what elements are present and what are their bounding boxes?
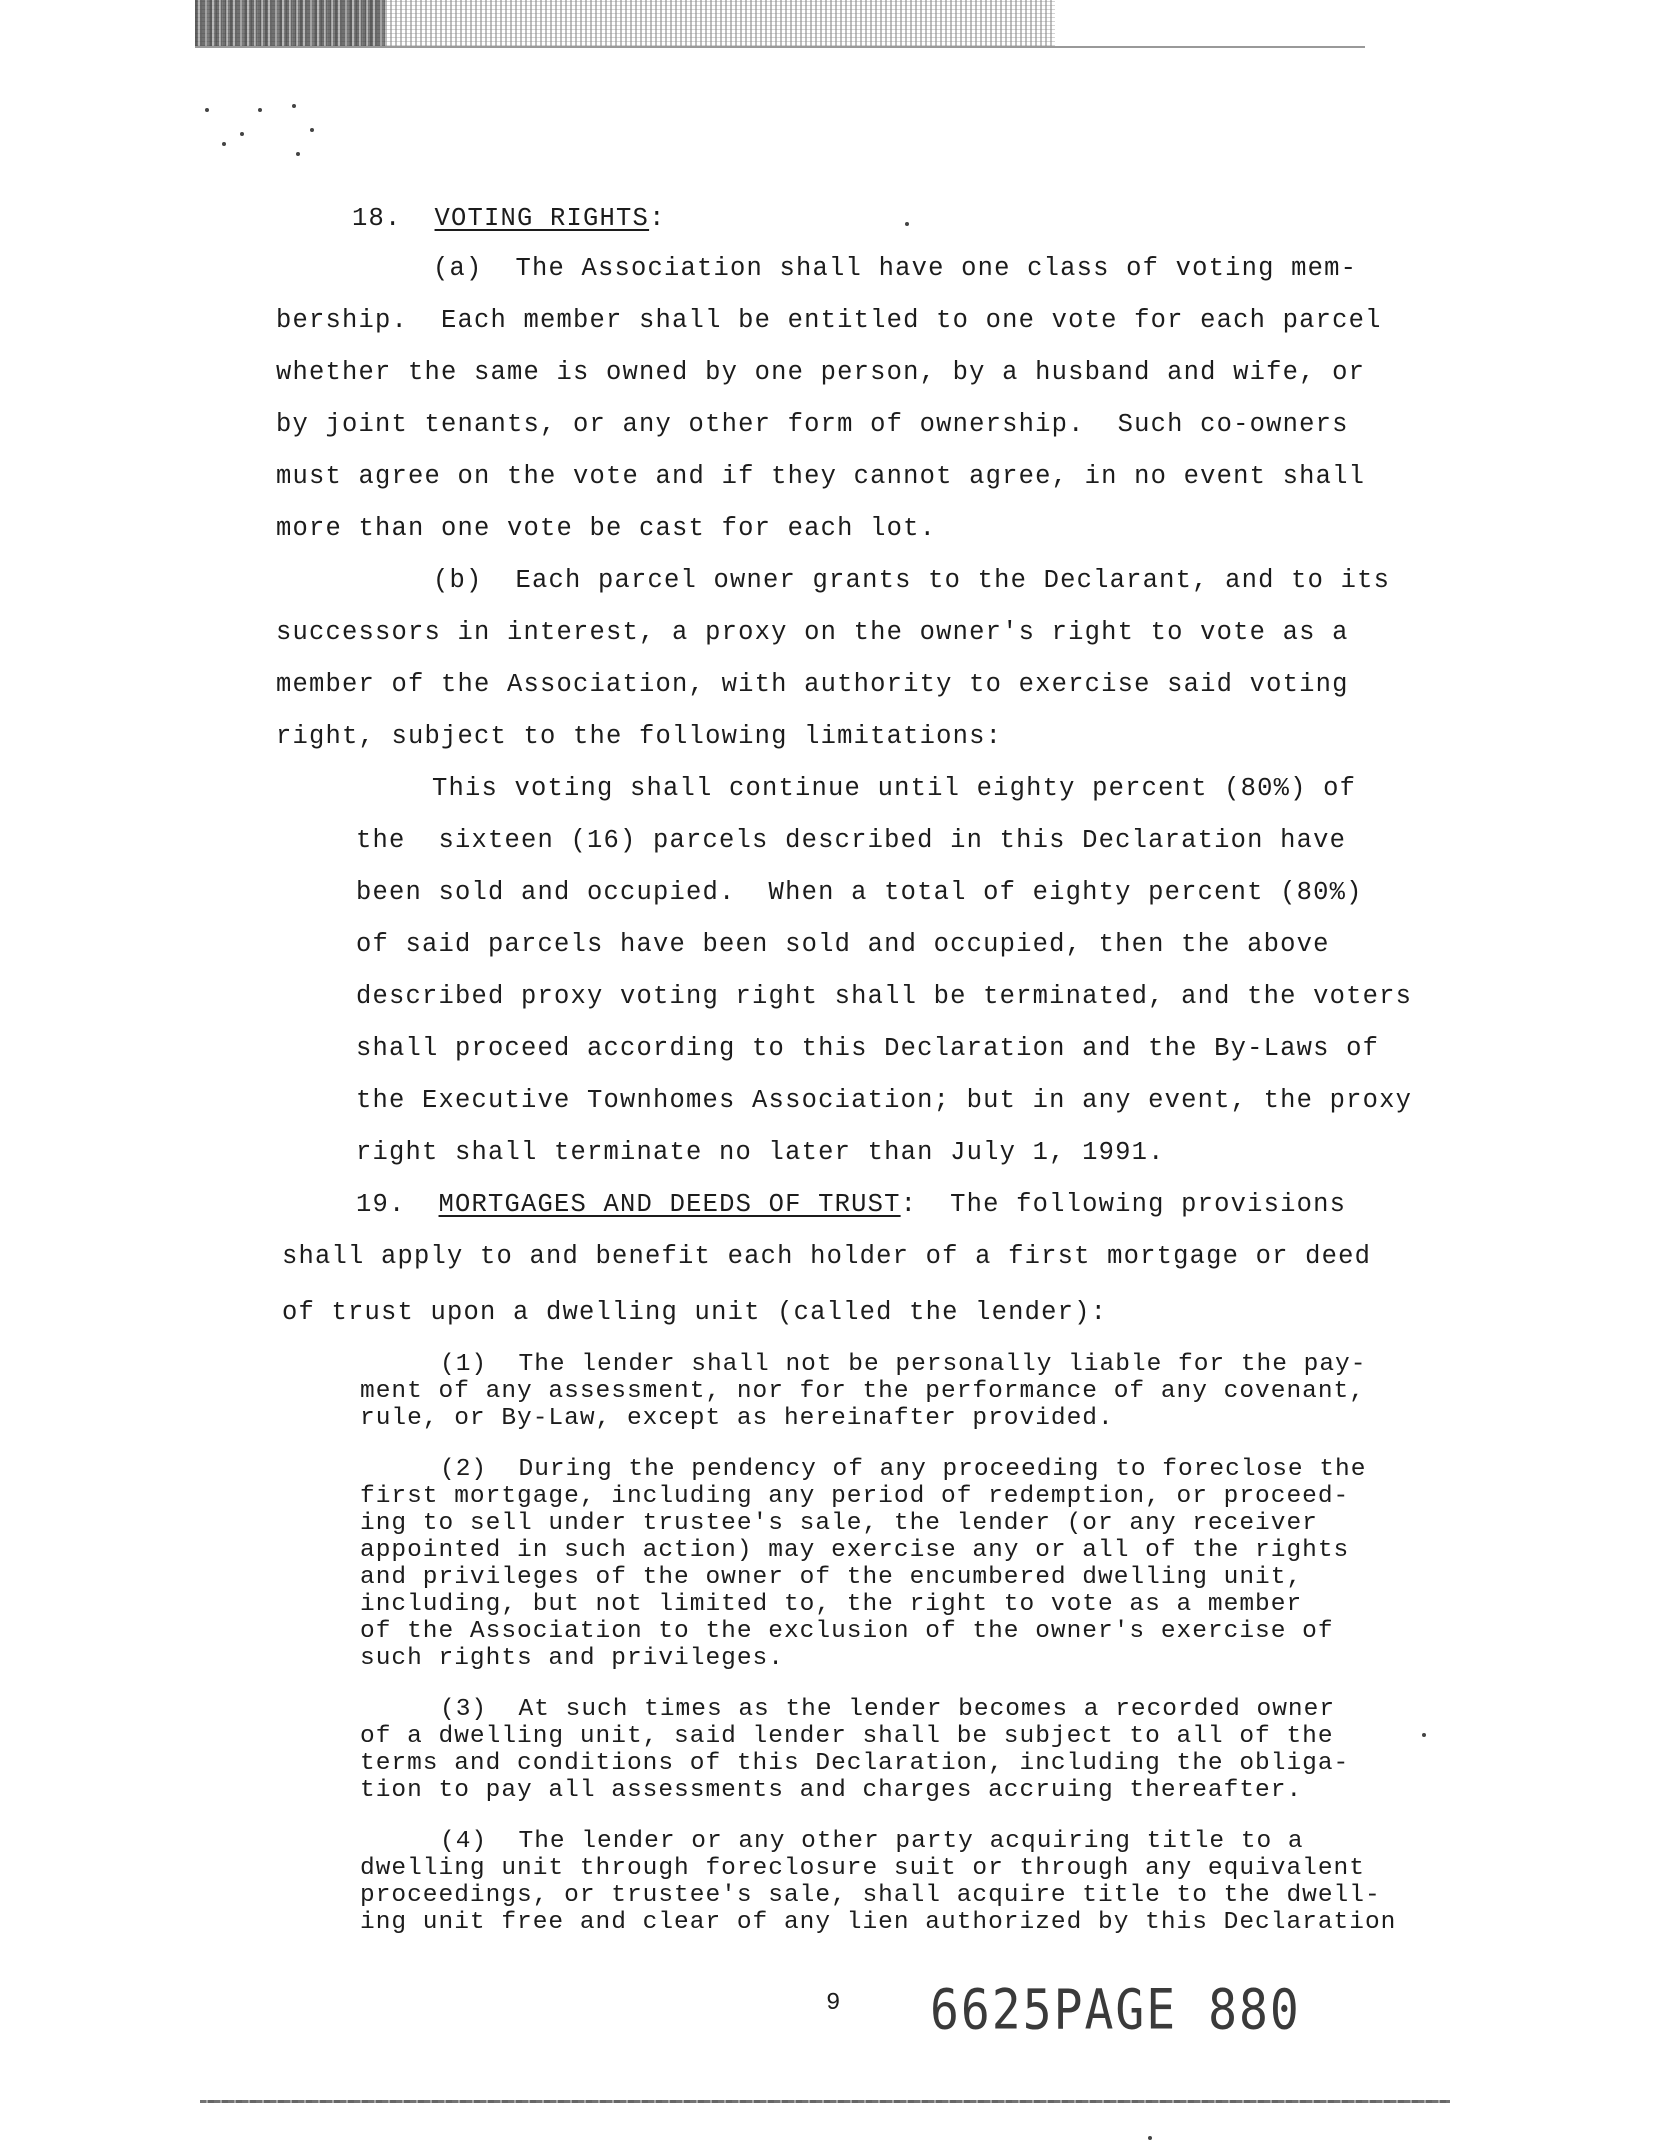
list-item-line: dwelling unit through foreclosure suit or through any equivalent <box>360 1855 1365 1882</box>
section-heading: MORTGAGES AND DEEDS OF TRUST <box>438 1190 901 1219</box>
page-number: 9 <box>826 1990 841 2017</box>
scan-speck <box>310 128 314 132</box>
recording-stamp: 6625PAGE 880 <box>930 1978 1301 2043</box>
heading-colon: : <box>649 204 666 233</box>
list-item-line: ing unit free and clear of any lien authorized by this Declaration <box>360 1909 1397 1936</box>
paragraph-line: This voting shall continue until eighty percent (80%) of <box>432 774 1357 803</box>
paragraph-line: the sixteen (16) parcels described in this Declaration have <box>356 826 1347 855</box>
paragraph-line: bership. Each member shall be entitled to one vote for each parcel <box>276 306 1382 335</box>
paragraph-line: by joint tenants, or any other form of ownership. Such co-owners <box>276 410 1349 439</box>
paragraph-line: right shall terminate no later than July 1, 1991. <box>356 1138 1165 1167</box>
list-item-line: (3) At such times as the lender becomes a recorded owner <box>440 1696 1336 1723</box>
list-item-line: including, but not limited to, the right to vote as a member <box>360 1591 1303 1618</box>
scan-speck <box>240 132 244 136</box>
list-item-line: such rights and privileges. <box>360 1645 784 1672</box>
list-item-line: and privileges of the owner of the encumbered dwelling unit, <box>360 1564 1303 1591</box>
paragraph-line: the Executive Townhomes Association; but in any event, the proxy <box>356 1086 1413 1115</box>
section-19-title <box>356 1190 1346 1220</box>
paragraph-line: right, subject to the following limitations: <box>276 722 1003 751</box>
scan-speck <box>1422 1733 1426 1737</box>
paragraph-line: shall apply to and benefit each holder of a first mortgage or deed <box>282 1242 1372 1271</box>
scan-edge-line-bottom <box>200 2100 1450 2103</box>
section-heading: VOTING RIGHTS <box>434 204 650 233</box>
list-item-line: ing to sell under trustee's sale, the lender (or any receiver <box>360 1510 1318 1537</box>
paragraph-line: of trust upon a dwelling unit (called the lender): <box>282 1298 1108 1327</box>
scan-speck <box>905 222 909 226</box>
paragraph-line: been sold and occupied. When a total of eighty percent (80%) <box>356 878 1363 907</box>
list-item-line: terms and conditions of this Declaration, including the obliga- <box>360 1750 1350 1777</box>
list-item-line: rule, or By-Law, except as hereinafter provided. <box>360 1405 1114 1432</box>
scan-speck <box>292 104 296 108</box>
paragraph-line: (b) Each parcel owner grants to the Declarant, and to its <box>433 566 1391 595</box>
section-number: 19. <box>356 1190 406 1219</box>
scan-speck <box>1148 2136 1152 2140</box>
list-item-line: (1) The lender shall not be personally liable for the pay- <box>440 1351 1367 1378</box>
list-item-line: of the Association to the exclusion of the owner's exercise of <box>360 1618 1334 1645</box>
list-item-line: proceedings, or trustee's sale, shall acquire title to the dwell- <box>360 1882 1381 1909</box>
list-item-line: (2) During the pendency of any proceeding to foreclose the <box>440 1456 1367 1483</box>
paragraph-line: described proxy voting right shall be terminated, and the voters <box>356 982 1413 1011</box>
heading-continuation: : The following provisions <box>900 1190 1347 1219</box>
scan-edge-line-top <box>195 46 1365 48</box>
list-item-line: (4) The lender or any other party acquiring title to a <box>440 1828 1304 1855</box>
list-item-line: first mortgage, including any period of redemption, or proceed- <box>360 1483 1350 1510</box>
scan-noise-top-dark <box>195 0 385 46</box>
paragraph-line: member of the Association, with authority to exercise said voting <box>276 670 1349 699</box>
paragraph-line: successors in interest, a proxy on the owner's right to vote as a <box>276 618 1349 647</box>
list-item-line: tion to pay all assessments and charges accruing thereafter. <box>360 1777 1303 1804</box>
scan-speck <box>296 152 300 156</box>
scan-speck <box>205 108 209 112</box>
section-18-title <box>352 204 666 234</box>
paragraph-line: must agree on the vote and if they cannot agree, in no event shall <box>276 462 1366 491</box>
scan-speck <box>258 108 262 112</box>
paragraph-line: shall proceed according to this Declaration and the By-Laws of <box>356 1034 1380 1063</box>
scan-speck <box>222 142 226 146</box>
list-item-line: ment of any assessment, nor for the performance of any covenant, <box>360 1378 1365 1405</box>
list-item-line: appointed in such action) may exercise any or all of the rights <box>360 1537 1350 1564</box>
paragraph-line: of said parcels have been sold and occupied, then the above <box>356 930 1330 959</box>
paragraph-line: more than one vote be cast for each lot. <box>276 514 937 543</box>
paragraph-line: (a) The Association shall have one class of voting mem- <box>433 254 1358 283</box>
paragraph-line: whether the same is owned by one person, by a husband and wife, or <box>276 358 1366 387</box>
section-number: 18. <box>352 204 402 233</box>
list-item-line: of a dwelling unit, said lender shall be subject to all of the <box>360 1723 1334 1750</box>
